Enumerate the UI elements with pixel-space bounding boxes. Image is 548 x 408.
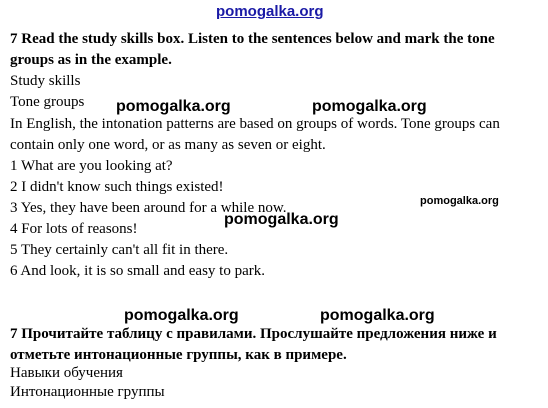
rule-text-line-2: contain only one word, or as many as seven or eight. xyxy=(10,137,326,153)
sentence-5: 5 They certainly can't all fit in there. xyxy=(10,242,229,258)
watermark-text: pomogalka.org xyxy=(320,307,435,324)
watermark-text: pomogalka.org xyxy=(224,211,339,228)
task-instruction-en-cont: groups as in the example. xyxy=(10,52,172,68)
sentence-1: 1 What are you looking at? xyxy=(10,158,173,174)
box-subtitle-en: Tone groups xyxy=(10,94,85,110)
watermark-top-link[interactable]: pomogalka.org xyxy=(216,3,324,20)
task-instruction-en: 7 Read the study skills box. Listen to the sentences below and mark the tone xyxy=(10,31,495,47)
task-instruction-ru-cont: отметьте интонационные группы, как в примере. xyxy=(10,347,347,363)
rule-text-line-1: In English, the intonation patterns are based on groups of words. Tone groups can xyxy=(10,116,500,132)
box-title-en: Study skills xyxy=(10,73,81,89)
box-title-ru: Навыки обучения xyxy=(10,365,123,381)
box-subtitle-ru: Интонационные группы xyxy=(10,384,165,400)
sentence-6: 6 And look, it is so small and easy to park. xyxy=(10,263,265,279)
sentence-2: 2 I didn't know such things existed! xyxy=(10,179,224,195)
watermark-text: pomogalka.org xyxy=(116,98,231,115)
watermark-text: pomogalka.org xyxy=(420,195,499,207)
sentence-4: 4 For lots of reasons! xyxy=(10,221,138,237)
task-instruction-ru: 7 Прочитайте таблицу с правилами. Прослушайте предложения ниже и xyxy=(10,326,497,342)
watermark-text: pomogalka.org xyxy=(124,307,239,324)
sentence-3: 3 Yes, they have been around for a while now. xyxy=(10,200,287,216)
watermark-text: pomogalka.org xyxy=(312,98,427,115)
